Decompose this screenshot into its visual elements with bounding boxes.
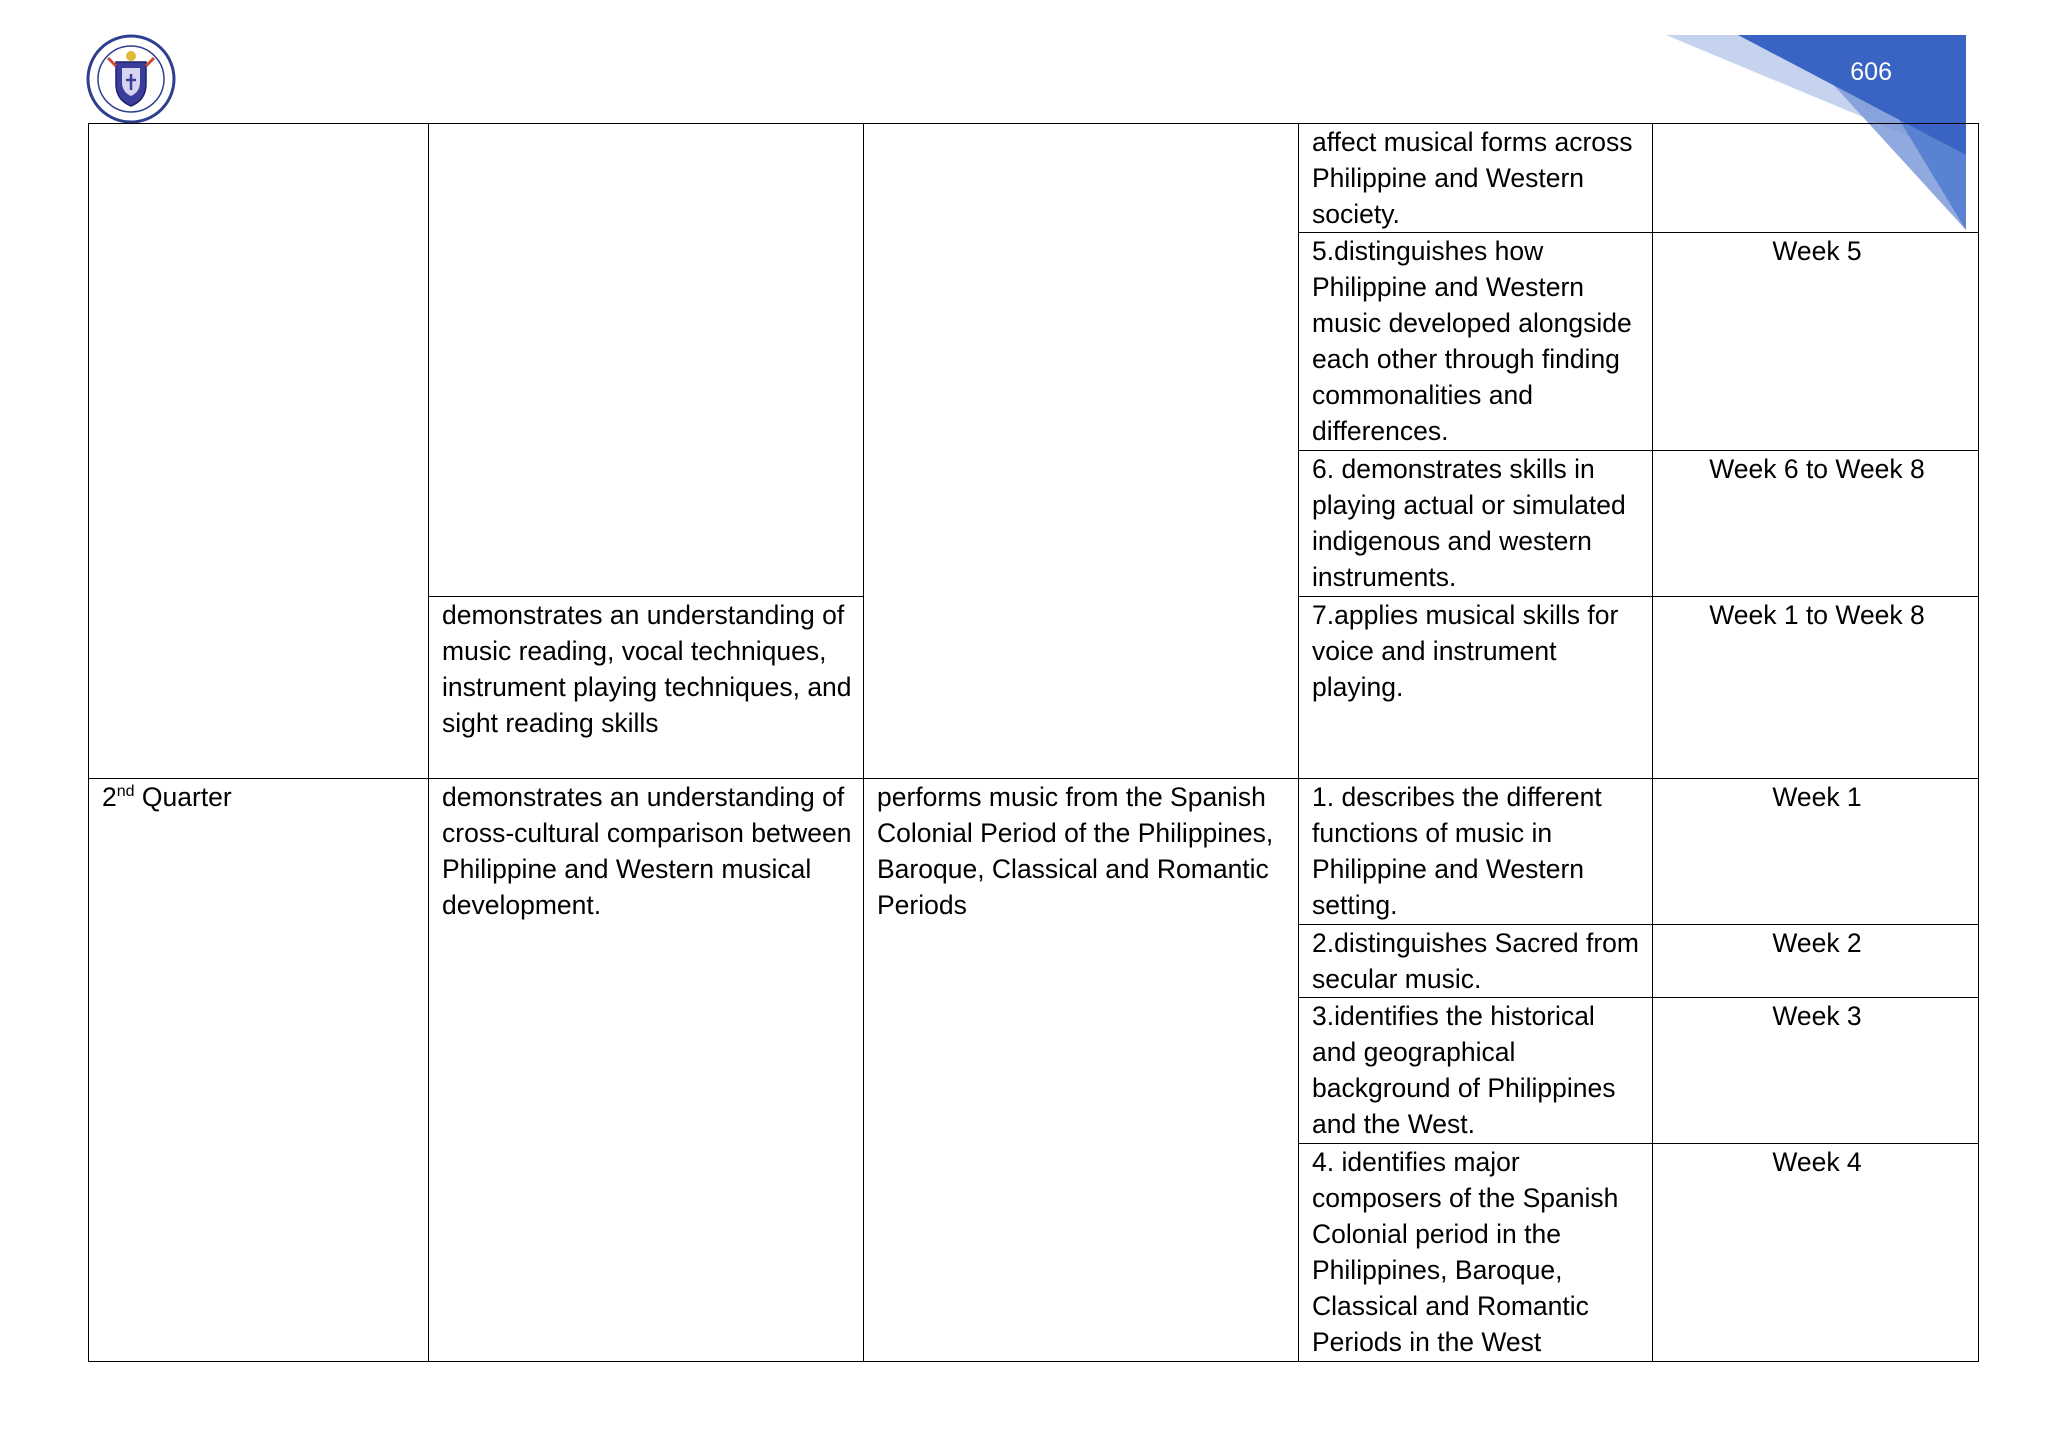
deped-seal-logo — [86, 34, 176, 124]
week-cell: Week 4 — [1653, 1144, 1979, 1362]
competency-cell: 2.distinguishes Sacred from secular music. — [1299, 925, 1653, 998]
table-row — [89, 779, 1979, 925]
content-standard-cell: demonstrates an understanding of music reading, vocal techniques, instrument playing techniques, and sight reading skills — [429, 597, 864, 779]
performance-standard-cell — [864, 124, 1299, 779]
content-standard-cell: demonstrates an understanding of cross-cultural comparison between Philippine and Western musical development. — [429, 779, 864, 1362]
content-standard-cell — [429, 124, 864, 597]
week-cell: Week 1 to Week 8 — [1653, 597, 1979, 779]
quarter-ordinal: nd — [116, 783, 135, 800]
competency-cell: 4. identifies major composers of the Spanish Colonial period in the Philippines, Baroque, Classical and Romantic Periods in the West — [1299, 1144, 1653, 1362]
competency-cell: 1. describes the different functions of music in Philippine and Western setting. — [1299, 779, 1653, 925]
week-cell: Week 3 — [1653, 998, 1979, 1144]
week-cell: Week 6 to Week 8 — [1653, 451, 1979, 597]
competency-cell: 5.distinguishes how Philippine and Western music developed alongside each other through finding commonalities and differences. — [1299, 233, 1653, 451]
competency-cell: affect musical forms across Philippine and Western society. — [1299, 124, 1653, 233]
table-row — [89, 124, 1979, 233]
week-cell: Week 1 — [1653, 779, 1979, 925]
week-cell: Week 2 — [1653, 925, 1979, 998]
quarter-cell — [89, 124, 429, 779]
quarter-label: Quarter — [134, 782, 232, 812]
curriculum-table — [88, 123, 1979, 1362]
competency-cell: 6. demonstrates skills in playing actual or simulated indigenous and western instruments. — [1299, 451, 1653, 597]
week-cell: Week 5 — [1653, 233, 1979, 451]
quarter-cell — [89, 779, 429, 1362]
competency-cell: 7.applies musical skills for voice and instrument playing. — [1299, 597, 1653, 779]
page-number: 606 — [1850, 58, 1892, 86]
performance-standard-cell: performs music from the Spanish Colonial Period of the Philippines, Baroque, Classical and Romantic Periods — [864, 779, 1299, 1362]
week-cell — [1653, 124, 1979, 233]
competency-cell: 3.identifies the historical and geographical background of Philippines and the West. — [1299, 998, 1653, 1144]
quarter-number: 2 — [102, 782, 117, 812]
